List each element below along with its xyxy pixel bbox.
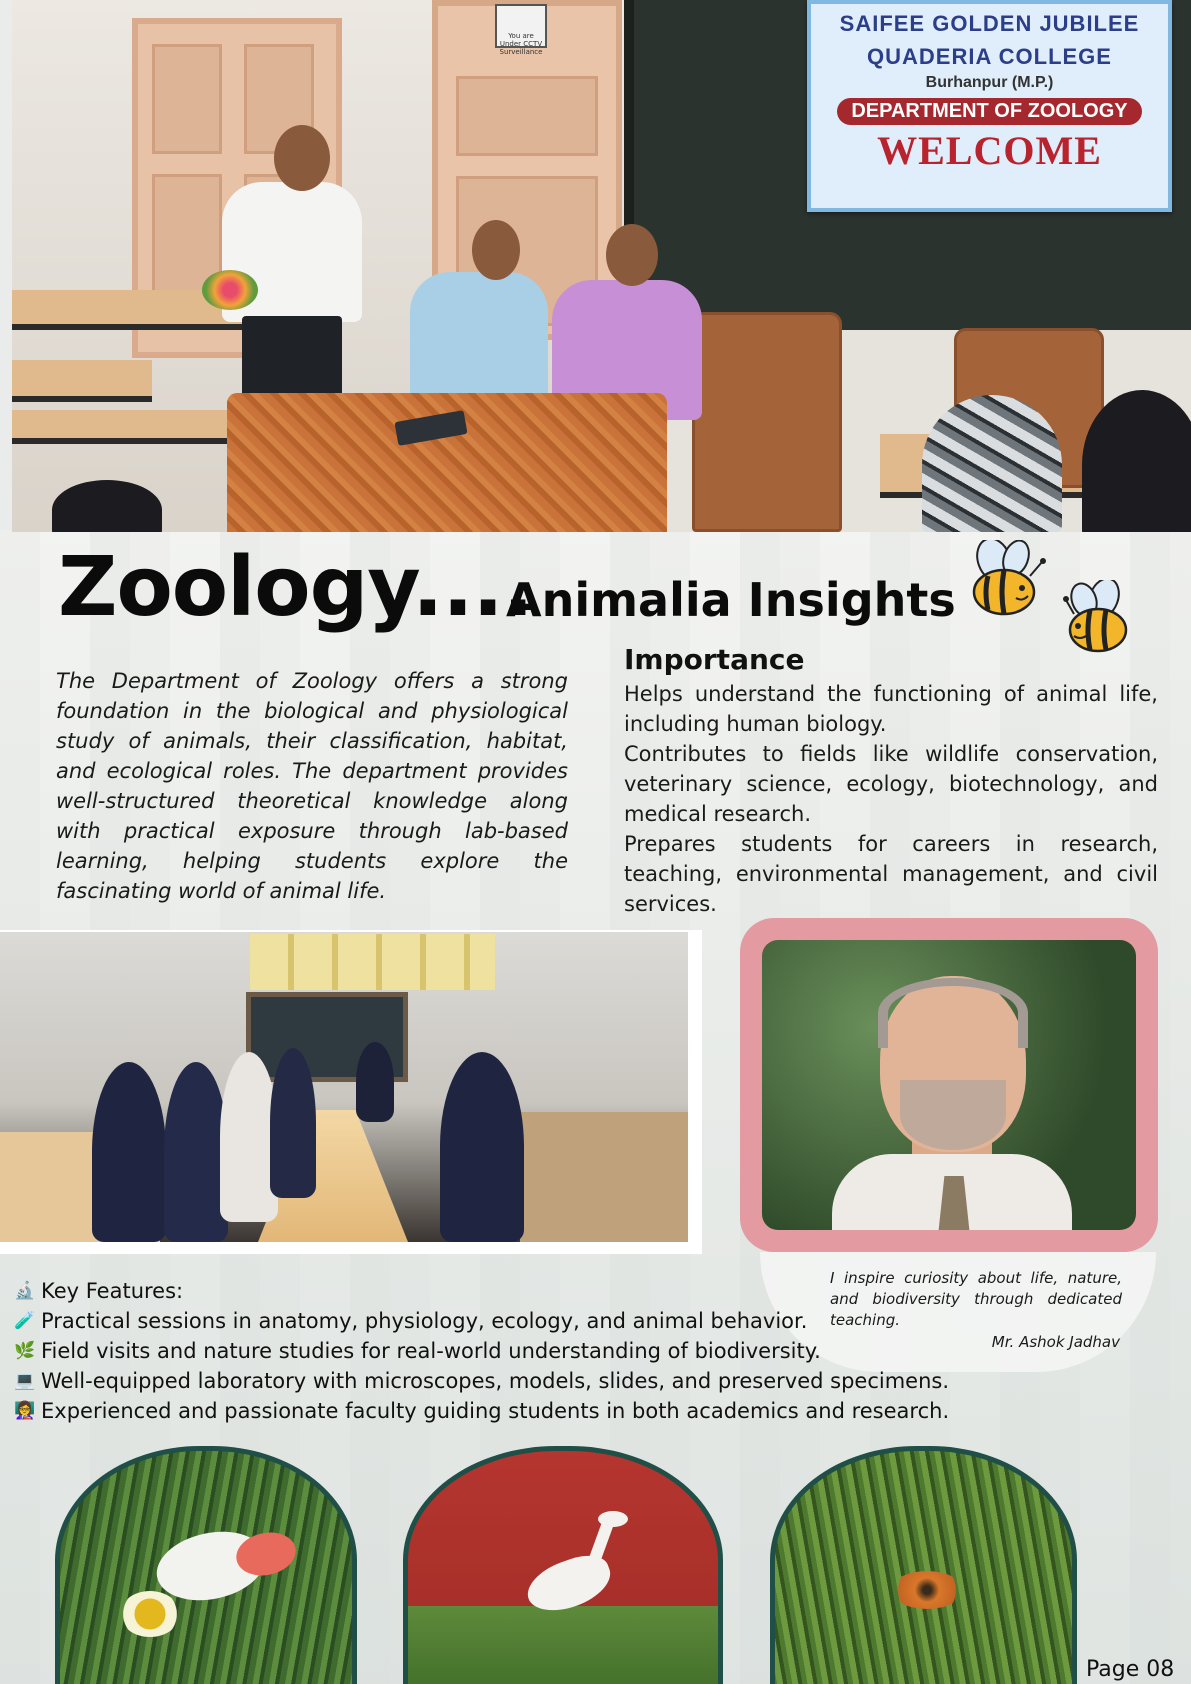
feature-item bbox=[14, 1396, 949, 1426]
lab-photo-image bbox=[0, 932, 688, 1242]
feature-text: Experienced and passionate faculty guiding students in both academics and research. bbox=[41, 1399, 950, 1423]
feature-item bbox=[14, 1306, 949, 1336]
bee-icon bbox=[964, 540, 1050, 624]
teacher-icon: 👩‍🏫 bbox=[14, 1401, 36, 1421]
cctv-sign: You are Under CCTV Surveillance bbox=[495, 4, 547, 48]
banner-city: Burhanpur (M.P.) bbox=[925, 74, 1054, 91]
banner-department: DEPARTMENT OF ZOOLOGY bbox=[837, 98, 1141, 125]
laptop-icon: 💻 bbox=[14, 1371, 36, 1391]
faculty-name: Mr. Ashok Jadhav bbox=[991, 1333, 1120, 1351]
key-features bbox=[14, 1276, 949, 1426]
test-tube-icon: 🧪 bbox=[14, 1311, 36, 1331]
student bbox=[356, 1042, 394, 1122]
audience-member bbox=[922, 395, 1062, 532]
importance-point: Helps understand the functioning of animal life, including human biology. bbox=[624, 682, 1158, 736]
banner-welcome: WELCOME bbox=[877, 128, 1102, 173]
speaker-head bbox=[274, 125, 330, 191]
importance-list bbox=[624, 679, 1158, 919]
microscope-icon: 🔬 bbox=[14, 1281, 36, 1301]
seated-guest bbox=[410, 272, 548, 402]
student bbox=[164, 1062, 228, 1242]
student bbox=[440, 1052, 524, 1242]
zoology-lab-photo bbox=[0, 930, 702, 1254]
banner-college-line1: SAIFEE GOLDEN JUBILEE bbox=[839, 11, 1140, 36]
feature-text: Practical sessions in anatomy, physiology, ecology, and animal behavior. bbox=[41, 1309, 808, 1333]
audience-member bbox=[1082, 390, 1191, 532]
page-number: Page 08 bbox=[1086, 1657, 1175, 1682]
key-features-heading: Key Features: bbox=[41, 1279, 184, 1303]
department-event-photo bbox=[12, 0, 1191, 532]
egret-body bbox=[521, 1548, 618, 1621]
flower-bouquet bbox=[202, 270, 258, 310]
student bbox=[270, 1048, 316, 1198]
desk bbox=[12, 360, 152, 402]
desk bbox=[12, 410, 242, 444]
orange-butterfly bbox=[891, 1571, 963, 1609]
wall-charts bbox=[250, 934, 495, 990]
chair bbox=[692, 312, 842, 532]
welcome-banner bbox=[807, 0, 1172, 212]
audience-member bbox=[52, 480, 162, 532]
banner-college-line2: QUADERIA COLLEGE bbox=[867, 44, 1112, 69]
butterfly-on-flower-photo bbox=[55, 1446, 357, 1684]
feature-item bbox=[14, 1366, 949, 1396]
feature-item bbox=[14, 1336, 949, 1366]
egret-photo bbox=[403, 1446, 723, 1684]
bee-icon bbox=[1060, 580, 1140, 660]
importance-point: Prepares students for careers in research, teaching, environmental management, and civil services. bbox=[624, 832, 1158, 916]
butterfly-in-grass-photo bbox=[770, 1446, 1077, 1684]
page-subtitle: Animalia Insights bbox=[506, 573, 956, 627]
flower bbox=[120, 1591, 180, 1637]
faculty-quote: I inspire curiosity about life, nature, and biodiversity through dedicated teaching. bbox=[830, 1269, 1122, 1329]
page-title: Zoology.... bbox=[58, 540, 533, 635]
herb-icon: 🌿 bbox=[14, 1341, 36, 1361]
feature-text: Well-equipped laboratory with microscopes, models, slides, and preserved specimens. bbox=[41, 1369, 950, 1393]
feature-text: Field visits and nature studies for real-world understanding of biodiversity. bbox=[41, 1339, 821, 1363]
lab-bench bbox=[520, 1112, 688, 1242]
egret-head bbox=[598, 1511, 628, 1527]
department-intro: The Department of Zoology offers a strong foundation in the biological and physiological study of animals, their classification, habitat, and ecological roles. The department provides well-structured theoretical knowledge along with practical exposure through lab-based learning, helping students explore the fascinating world of animal life. bbox=[56, 669, 568, 903]
importance-heading: Importance bbox=[624, 643, 805, 676]
student bbox=[92, 1062, 166, 1242]
seated-guest-head bbox=[606, 224, 658, 286]
key-features-heading-row bbox=[14, 1276, 949, 1306]
seated-guest-head bbox=[472, 220, 520, 280]
importance-point: Contributes to fields like wildlife conservation, veterinary science, ecology, biotechnology, and medical research. bbox=[624, 742, 1158, 826]
faculty-portrait bbox=[762, 940, 1136, 1230]
